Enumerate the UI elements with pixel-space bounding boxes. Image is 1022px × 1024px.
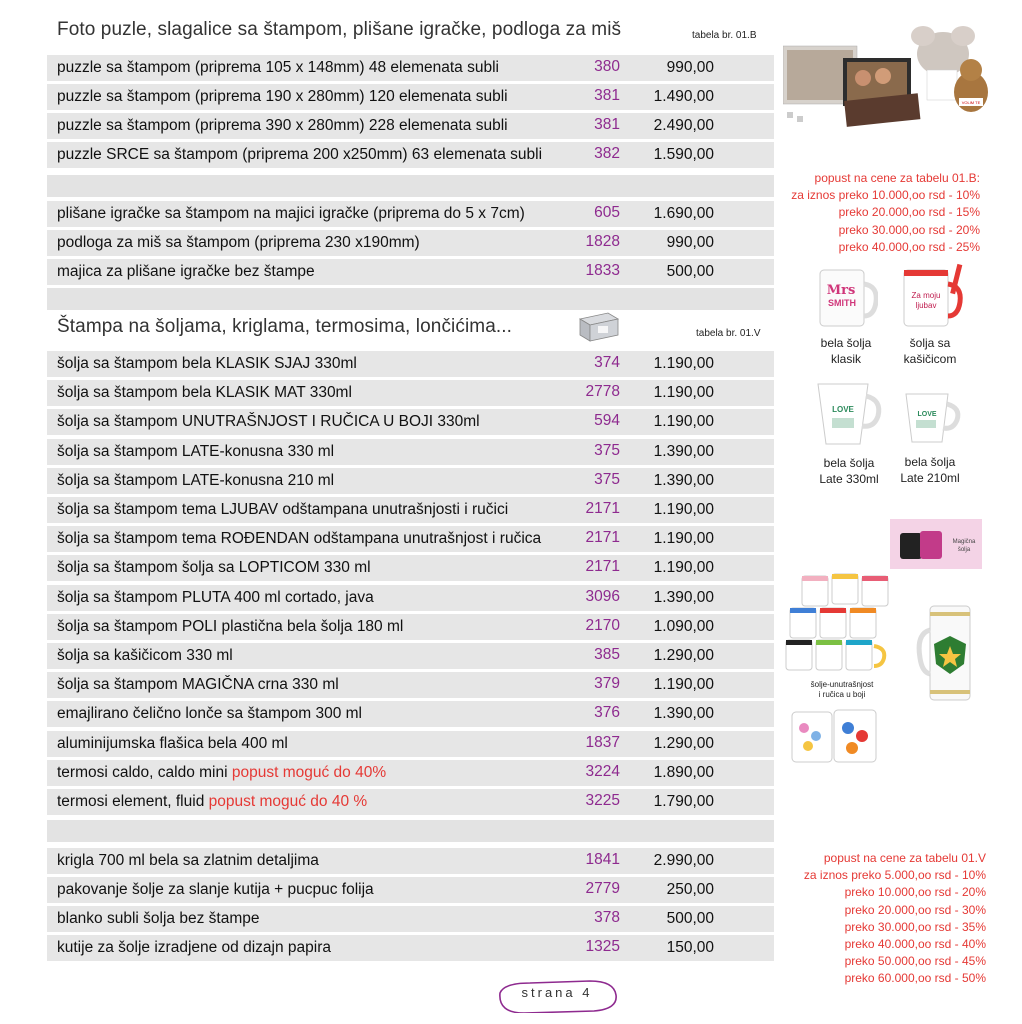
table-row bbox=[47, 526, 774, 552]
discount-line: za iznos preko 10.000,oo rsd - 10% bbox=[791, 188, 980, 203]
late330-love-text: LOVE bbox=[832, 405, 854, 414]
row-description bbox=[57, 881, 374, 899]
discount-line: preko 30.000,oo rsd - 35% bbox=[844, 919, 986, 934]
table-row bbox=[47, 585, 774, 611]
row-description-text: kutije za šolje izradjene od dizajn papira bbox=[57, 939, 331, 956]
table-row bbox=[47, 55, 774, 81]
row-description-text: šolja sa štampom bela KLASIK SJAJ 330ml bbox=[57, 355, 357, 372]
table-row bbox=[47, 555, 774, 581]
row-description-text: emajlirano čelično lonče sa štampom 300 ml bbox=[57, 705, 362, 723]
row-price: 150,00 bbox=[666, 939, 714, 956]
row-price: 1.190,00 bbox=[653, 676, 714, 694]
table-row bbox=[47, 789, 774, 815]
row-discount-note: popust moguć do 40 % bbox=[208, 793, 368, 810]
label-late-210-line1: bela šolja bbox=[904, 455, 956, 469]
label-late-210 bbox=[890, 454, 970, 486]
row-price: 1.190,00 bbox=[653, 501, 714, 518]
label-late-330 bbox=[806, 455, 892, 487]
label-mug-klasik bbox=[804, 335, 888, 367]
row-description-text: termosi caldo, caldo mini bbox=[57, 763, 232, 781]
row-code: 2171 bbox=[585, 558, 620, 576]
label-mug-spoon bbox=[888, 335, 972, 367]
row-description bbox=[57, 413, 480, 431]
magic-mug-image bbox=[890, 519, 982, 569]
row-description bbox=[57, 647, 233, 665]
mug-box-icon bbox=[578, 311, 620, 343]
row-code: 2170 bbox=[585, 616, 620, 634]
row-code: 1837 bbox=[585, 733, 620, 751]
discount-line: preko 20.000,oo rsd - 30% bbox=[844, 902, 986, 917]
magic-mug-text-1: Magična bbox=[952, 539, 976, 545]
row-description bbox=[57, 59, 499, 77]
row-code: 382 bbox=[594, 145, 620, 162]
row-description bbox=[57, 559, 371, 577]
table-row bbox=[47, 351, 774, 377]
row-description bbox=[57, 530, 541, 548]
discount-line: popust na cene za tabelu 01.B: bbox=[814, 171, 980, 185]
beer-mug-image bbox=[916, 600, 990, 708]
row-description-text: šolja sa štampom bela KLASIK MAT 330ml bbox=[57, 384, 352, 402]
table-row bbox=[47, 380, 774, 406]
row-price: 1.890,00 bbox=[653, 763, 714, 781]
discount-table-01b bbox=[760, 170, 980, 256]
discount-line: popust na cene za tabelu 01.V bbox=[823, 851, 986, 865]
row-code: 3096 bbox=[585, 587, 620, 605]
row-description-text: podloga za miš sa štampom (priprema 230 x190mm) bbox=[57, 234, 420, 251]
row-description bbox=[57, 205, 525, 223]
mug-love-text-1: Za moju bbox=[911, 291, 941, 300]
table-row bbox=[47, 906, 774, 932]
row-price: 1.090,00 bbox=[653, 617, 714, 635]
row-price: 1.490,00 bbox=[653, 88, 714, 105]
discount-line: preko 40.000,oo rsd - 40% bbox=[844, 937, 986, 952]
row-price: 250,00 bbox=[666, 881, 714, 898]
row-price: 1.390,00 bbox=[653, 471, 714, 489]
row-description bbox=[57, 472, 334, 490]
discount-line: preko 30.000,oo rsd - 20% bbox=[838, 222, 980, 237]
section-title-puzzles: Foto puzle, slagalice sa štampom, plišane igračke, podloga za miš bbox=[57, 19, 622, 40]
discount-line: preko 40.000,oo rsd - 25% bbox=[838, 239, 980, 254]
row-description-text: šolja sa štampom LATE-konusna 330 ml bbox=[57, 442, 335, 460]
mug-mrs-text: Mrs bbox=[826, 283, 856, 298]
section-title-mugs: Štampa na šoljama, kriglama, termosima, lončićima... bbox=[57, 316, 513, 337]
row-description bbox=[57, 939, 331, 957]
row-code: 2779 bbox=[585, 880, 620, 897]
row-price: 1.390,00 bbox=[653, 705, 714, 723]
row-code: 1833 bbox=[585, 262, 620, 279]
late210-love-text: LOVE bbox=[917, 411, 937, 418]
label-colored-mugs-line2: i ručica u boji bbox=[818, 690, 866, 699]
label-late-330-line2: Late 330ml bbox=[819, 472, 879, 486]
row-description bbox=[57, 443, 334, 461]
table-row bbox=[47, 497, 774, 523]
table-ref-01v: tabela br. 01.V bbox=[696, 328, 761, 339]
discount-line: preko 10.000,oo rsd - 20% bbox=[844, 885, 986, 900]
mug-late-210-image bbox=[902, 390, 966, 446]
row-description bbox=[57, 263, 315, 281]
row-price: 1.390,00 bbox=[653, 442, 714, 460]
row-description-text: puzzle sa štampom (priprema 105 x 148mm) 48 elemenata subli bbox=[57, 59, 499, 76]
mug-love-text-2: ljubav bbox=[915, 301, 937, 310]
row-code: 378 bbox=[594, 909, 620, 926]
row-description bbox=[57, 735, 288, 753]
row-description bbox=[57, 910, 259, 928]
row-price: 1.190,00 bbox=[653, 530, 714, 548]
row-price: 1.190,00 bbox=[653, 384, 714, 402]
row-price: 1.290,00 bbox=[653, 734, 714, 752]
table-ref-01b: tabela br. 01.B bbox=[692, 30, 757, 41]
discount-line: za iznos preko 5.000,oo rsd - 10% bbox=[803, 868, 986, 883]
row-description-text: šolja sa štampom PLUTA 400 ml cortado, java bbox=[57, 588, 374, 606]
row-price: 500,00 bbox=[666, 263, 714, 280]
row-code: 375 bbox=[594, 441, 620, 459]
row-code: 379 bbox=[594, 675, 620, 693]
row-description-text: blanko subli šolja bez štampe bbox=[57, 910, 260, 927]
row-code: 3224 bbox=[585, 762, 620, 780]
row-description bbox=[57, 705, 362, 723]
row-price: 2.990,00 bbox=[653, 852, 714, 869]
row-description-text: šolja sa štampom POLI plastična bela šolja 180 ml bbox=[57, 617, 404, 635]
row-description-text: šolja sa štampom MAGIČNA crna 330 ml bbox=[57, 676, 339, 694]
table-row bbox=[47, 142, 774, 168]
row-code: 2778 bbox=[585, 383, 620, 401]
table-row bbox=[47, 468, 774, 494]
bear-tag-text: VOLIM TE bbox=[961, 100, 981, 105]
row-price: 1.290,00 bbox=[653, 647, 714, 664]
label-mug-spoon-line1: šolja sa bbox=[909, 336, 951, 350]
magic-mug-text-2: šolja bbox=[957, 547, 971, 553]
row-price: 1.590,00 bbox=[653, 146, 714, 163]
row-code: 385 bbox=[594, 646, 620, 663]
row-description-text: plišane igračke sa štampom na majici igračke (priprema do 5 x 7cm) bbox=[57, 205, 525, 222]
row-description-text: šolja sa štampom šolja sa LOPTICOM 330 ml bbox=[57, 559, 371, 577]
row-description-text: puzzle SRCE sa štampom (priprema 200 x250mm) 63 elemenata subli bbox=[57, 146, 543, 163]
page-number: strana 4 bbox=[521, 985, 593, 1000]
label-colored-mugs bbox=[790, 680, 894, 700]
table-row bbox=[47, 614, 774, 640]
row-price: 1.390,00 bbox=[653, 588, 714, 606]
row-description bbox=[57, 146, 542, 164]
row-code: 2171 bbox=[585, 529, 620, 547]
row-code: 1828 bbox=[585, 233, 620, 250]
row-price: 990,00 bbox=[666, 234, 714, 251]
table-row bbox=[47, 731, 774, 757]
row-description bbox=[57, 355, 357, 373]
discount-line: preko 20.000,oo rsd - 15% bbox=[838, 205, 980, 220]
row-description bbox=[57, 384, 352, 402]
row-description bbox=[57, 501, 508, 519]
label-mug-klasik-line1: bela šolja bbox=[820, 336, 872, 350]
discount-table-01v bbox=[760, 850, 986, 988]
row-code: 376 bbox=[594, 704, 620, 722]
row-price: 1.690,00 bbox=[653, 205, 714, 222]
row-description bbox=[57, 676, 339, 694]
row-code: 381 bbox=[594, 87, 620, 104]
mug-smith-text: SMITH bbox=[828, 298, 856, 308]
label-colored-mugs-line1: šolje-unutrašnjost bbox=[810, 680, 874, 689]
mug-spoon-image bbox=[898, 262, 968, 332]
row-code: 1841 bbox=[585, 851, 620, 868]
row-code: 594 bbox=[594, 412, 620, 430]
row-description bbox=[57, 852, 319, 870]
table-row bbox=[47, 439, 774, 465]
row-description-text: puzzle sa štampom (priprema 190 x 280mm) 120 elemenata subli bbox=[57, 88, 508, 105]
row-code: 381 bbox=[594, 116, 620, 133]
row-discount-note: popust moguć do 40% bbox=[231, 763, 387, 781]
label-mug-klasik-line2: klasik bbox=[830, 352, 861, 366]
row-code: 375 bbox=[594, 470, 620, 488]
table-row bbox=[47, 672, 774, 698]
discount-line: preko 60.000,oo rsd - 50% bbox=[844, 971, 986, 986]
row-code: 380 bbox=[594, 58, 620, 75]
blank-row bbox=[47, 820, 774, 842]
row-description bbox=[57, 793, 367, 811]
label-late-330-line1: bela šolja bbox=[823, 456, 875, 470]
row-description-text: šolja sa štampom tema LJUBAV odštampana unutrašnjosti i ručici bbox=[57, 501, 509, 518]
table-row bbox=[47, 201, 774, 227]
row-price: 1.190,00 bbox=[653, 413, 714, 431]
row-description-text: šolja sa štampom UNUTRAŠNJOST I RUČICA U BOJI 330ml bbox=[57, 413, 480, 431]
row-price: 2.490,00 bbox=[653, 117, 714, 134]
row-description-text: majica za plišane igračke bez štampe bbox=[57, 263, 315, 280]
row-price: 990,00 bbox=[666, 59, 714, 76]
puzzle-plush-photo bbox=[783, 18, 989, 130]
row-description-text: puzzle sa štampom (priprema 390 x 280mm) 228 elemenata subli bbox=[57, 117, 508, 134]
row-price: 1.190,00 bbox=[653, 559, 714, 577]
row-price: 1.790,00 bbox=[653, 793, 714, 810]
discount-line: preko 50.000,oo rsd - 45% bbox=[844, 954, 986, 969]
row-description-text: krigla 700 ml bela sa zlatnim detaljima bbox=[57, 852, 319, 869]
row-price: 500,00 bbox=[666, 910, 714, 927]
row-description-text: termosi element, fluid bbox=[57, 793, 209, 810]
table-row bbox=[47, 230, 774, 256]
row-code: 605 bbox=[594, 204, 620, 221]
table-row bbox=[47, 877, 774, 903]
colored-mugs-image bbox=[784, 572, 900, 676]
row-description bbox=[57, 117, 508, 135]
table-row bbox=[47, 113, 774, 139]
row-description-text: šolja sa štampom tema ROĐENDAN odštampana unutrašnjost i ručica bbox=[57, 530, 542, 548]
row-description-text: šolja sa štampom LATE-konusna 210 ml bbox=[57, 471, 335, 489]
table-row bbox=[47, 701, 774, 727]
blank-row bbox=[47, 288, 774, 310]
row-description-text: šolja sa kašičicom 330 ml bbox=[57, 647, 233, 664]
row-description-text: pakovanje šolje za slanje kutija + pucpuc folija bbox=[57, 881, 374, 898]
table-row bbox=[47, 760, 774, 786]
label-mug-spoon-line2: kašičicom bbox=[903, 352, 957, 366]
table-row bbox=[47, 935, 774, 961]
label-late-210-line2: Late 210ml bbox=[900, 471, 960, 485]
mug-klasik-image bbox=[816, 266, 878, 332]
row-description bbox=[57, 589, 374, 607]
row-description-text: aluminijumska flašica bela 400 ml bbox=[57, 734, 288, 752]
row-code: 2171 bbox=[585, 500, 620, 517]
cortado-mugs-image bbox=[786, 706, 882, 768]
table-row bbox=[47, 848, 774, 874]
row-description bbox=[57, 764, 386, 782]
blank-row bbox=[47, 175, 774, 197]
row-code: 374 bbox=[594, 354, 620, 371]
table-row bbox=[47, 643, 774, 669]
table-row bbox=[47, 259, 774, 285]
mug-late-330-image bbox=[814, 380, 886, 450]
row-code: 3225 bbox=[585, 792, 620, 809]
row-description bbox=[57, 88, 508, 106]
row-description bbox=[57, 618, 403, 636]
table-row bbox=[47, 409, 774, 435]
row-price: 1.190,00 bbox=[653, 355, 714, 372]
table-row bbox=[47, 84, 774, 110]
row-description bbox=[57, 234, 420, 252]
row-code: 1325 bbox=[585, 938, 620, 955]
